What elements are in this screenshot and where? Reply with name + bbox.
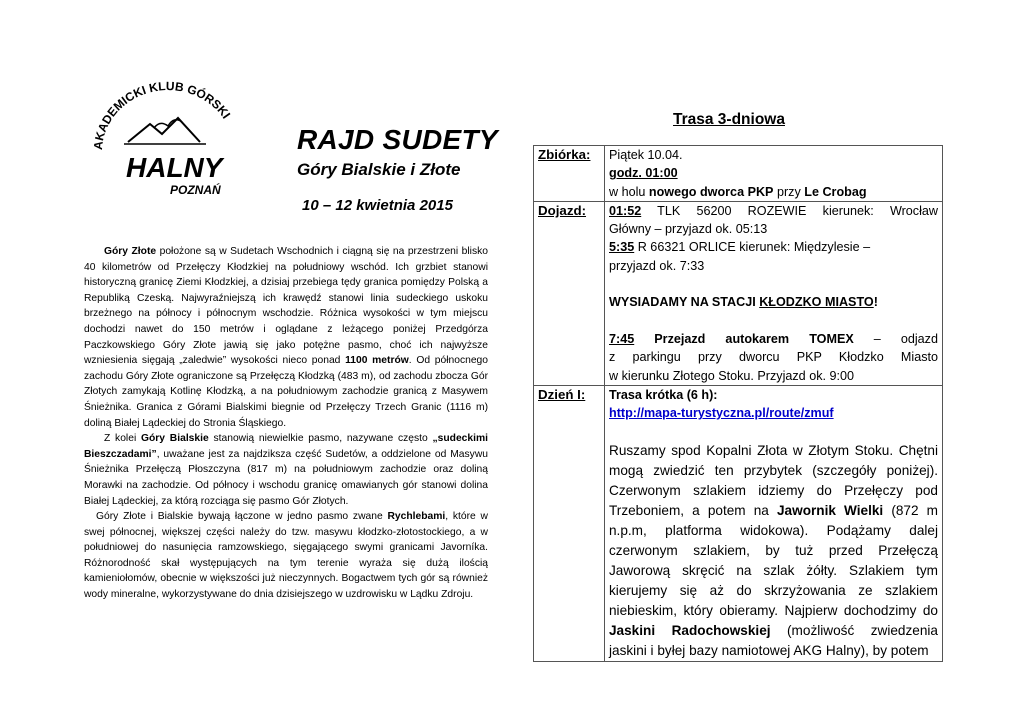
meeting-day: Piątek 10.04. bbox=[609, 148, 683, 162]
schedule-table bbox=[533, 145, 943, 662]
event-dates: 10 – 12 kwietnia 2015 bbox=[302, 197, 453, 214]
row-label: Zbiórka: bbox=[534, 146, 605, 202]
bus-transfer: 7:45 Przejazd autokarem TOMEX – odjazd bbox=[609, 331, 938, 346]
bus-departure: z parkingu przy dworcu PKP Kłodzko Miasto bbox=[609, 350, 938, 365]
day1-description: Ruszamy spod Kopalni Złota w Złotym Stoku. Chętni mogą zwiedzić ten przybytek (szczegóły poniżej). Czerwonym szlakiem idziemy do Przełęczy pod Trzeboniem, a potem na Jawornik Wielki (872 m n.p.m, platforma widokowa). Podążamy dalej czerwonym szlakiem, by tuż przed Przełęczą Jaworową skręcić na szlak żółty. Szlakiem tym kierujemy się aż do skrzyżowania ze szlakiem niebieskim, który obieramy. Najpierw dochodzimy do Jaskini Radochowskiej (możliwość zwiedzenia jaskini i byłej bazy namiotowej AKG Halny), by potem bbox=[609, 442, 938, 658]
meeting-time: godz. 01:00 bbox=[609, 166, 678, 181]
club-logo bbox=[88, 80, 248, 200]
train-2: 5:35 R 66321 ORLICE kierunek: Międzylesie – bbox=[609, 240, 871, 255]
route-title: Trasa 3-dniowa bbox=[673, 111, 785, 128]
table-row bbox=[534, 146, 943, 202]
row-content bbox=[605, 201, 943, 385]
bus-arrival: w kierunku Złotego Stoku. Przyjazd ok. 9:00 bbox=[609, 368, 855, 383]
page-title: RAJD SUDETY bbox=[297, 124, 498, 155]
map-link[interactable]: http://mapa-turystyczna.pl/route/zmuf bbox=[609, 406, 834, 421]
logo-city: POZNAŃ bbox=[170, 183, 221, 197]
intro-paragraph-3: Góry Złote i Bialskie bywają łączone w jedno pasmo zwane Rychlebami, które w swej północnej, większej części należy do tzw. masywu kłodzko-złotostockiego, a w południowej do nasunięcia ramzowskiego, sięgającego swymi granicami Javorníka. Różnorodność skał występujących na tym terenie wyraża się dużą ilością kamieniołomów, obecnie w większości już nieczynnych. Bogactwem tych gór są również wody mineralne, wykorzystywane do dnia dzisiejszego w uzdrowisku w Lądku Zdroju. bbox=[84, 511, 488, 601]
intro-text bbox=[84, 244, 488, 603]
meeting-place: w holu nowego dworca PKP przy Le Crobag bbox=[609, 184, 867, 199]
page-subtitle: Góry Bialskie i Złote bbox=[297, 160, 461, 179]
row-content bbox=[605, 385, 943, 661]
table-row bbox=[534, 201, 943, 385]
exit-notice: WYSIADAMY NA STACJI KŁODZKO MIASTO! bbox=[609, 295, 878, 310]
train-2-arrival: przyjazd ok. 7:33 bbox=[609, 258, 705, 273]
mountain-logo-icon bbox=[88, 80, 248, 200]
logo-name: HALNY bbox=[126, 152, 223, 183]
row-label: Dojazd: bbox=[534, 201, 605, 385]
day1-route-name: Trasa krótka (6 h): bbox=[609, 387, 718, 402]
intro-paragraph-2: Z kolei Góry Bialskie stanowią niewielkie pasmo, nazywane często „sudeckimi Bieszczadami”, uważane jest za najdziksza część Sudetów, a oddzielone od Masywu Śnieżnika Przełęczą Płoszczyna (817 m) na południowym zachodzie oraz doliną Morawki na zachodzie. Od północy i wschodu granicę omawianych gór stanowi dolina Białej Lądeckiej, za którą rozciąga się pasmo Gór Złotych. bbox=[84, 433, 488, 507]
row-content bbox=[605, 146, 943, 202]
train-1: 01:52 TLK 56200 ROZEWIE kierunek: Wrocław bbox=[609, 203, 938, 218]
row-label: Dzień I: bbox=[534, 385, 605, 661]
logo-arc-text: AKADEMICKI KLUB GÓRSKI bbox=[90, 80, 234, 151]
table-row bbox=[534, 385, 943, 661]
intro-paragraph-1: Góry Złote położone są w Sudetach Wschodnich i ciągną się na przestrzeni blisko 40 kilometrów od Przełęczy Kłodzkiej na południowy wschód. Ich grzbiet stanowi historyczną granicę Ziemi Kłodzkiej, a dzisiaj przebiega tędy granica pomiędzy Polską a Republiką Czeską. Najwyraźniejszą ich krawędź stanowi linia sudeckiego uskoku brzeżnego na północy i północnym wschodzie. Różnica wysokości w tym miejscu dochodzi nawet do 150 metrów i oglądane z leżącego poniżej Przedgórza Paczkowskiego Góry Złote jawią się jako potężne pasmo, choć ich najwyższe wzniesienia sięgają „zaledwie” wysokości nieco ponad 1100 metrów. Od północnego zachodu Góry Złote ograniczone są Przełęczą Kłodzką (483 m), od zachodu zbocza Gór Złotych zamykają Kotlinę Kłodzką, a na południowym zachodzie granicą z Masywem Śnieżnika. Granica z Górami Bialskimi biegnie od Przełęczy Trzech Granic (1116 m) doliną Białej Lądeckiej do Stronia Śląskiego. bbox=[84, 246, 488, 429]
train-1-arrival: Główny – przyjazd ok. 05:13 bbox=[609, 222, 768, 237]
